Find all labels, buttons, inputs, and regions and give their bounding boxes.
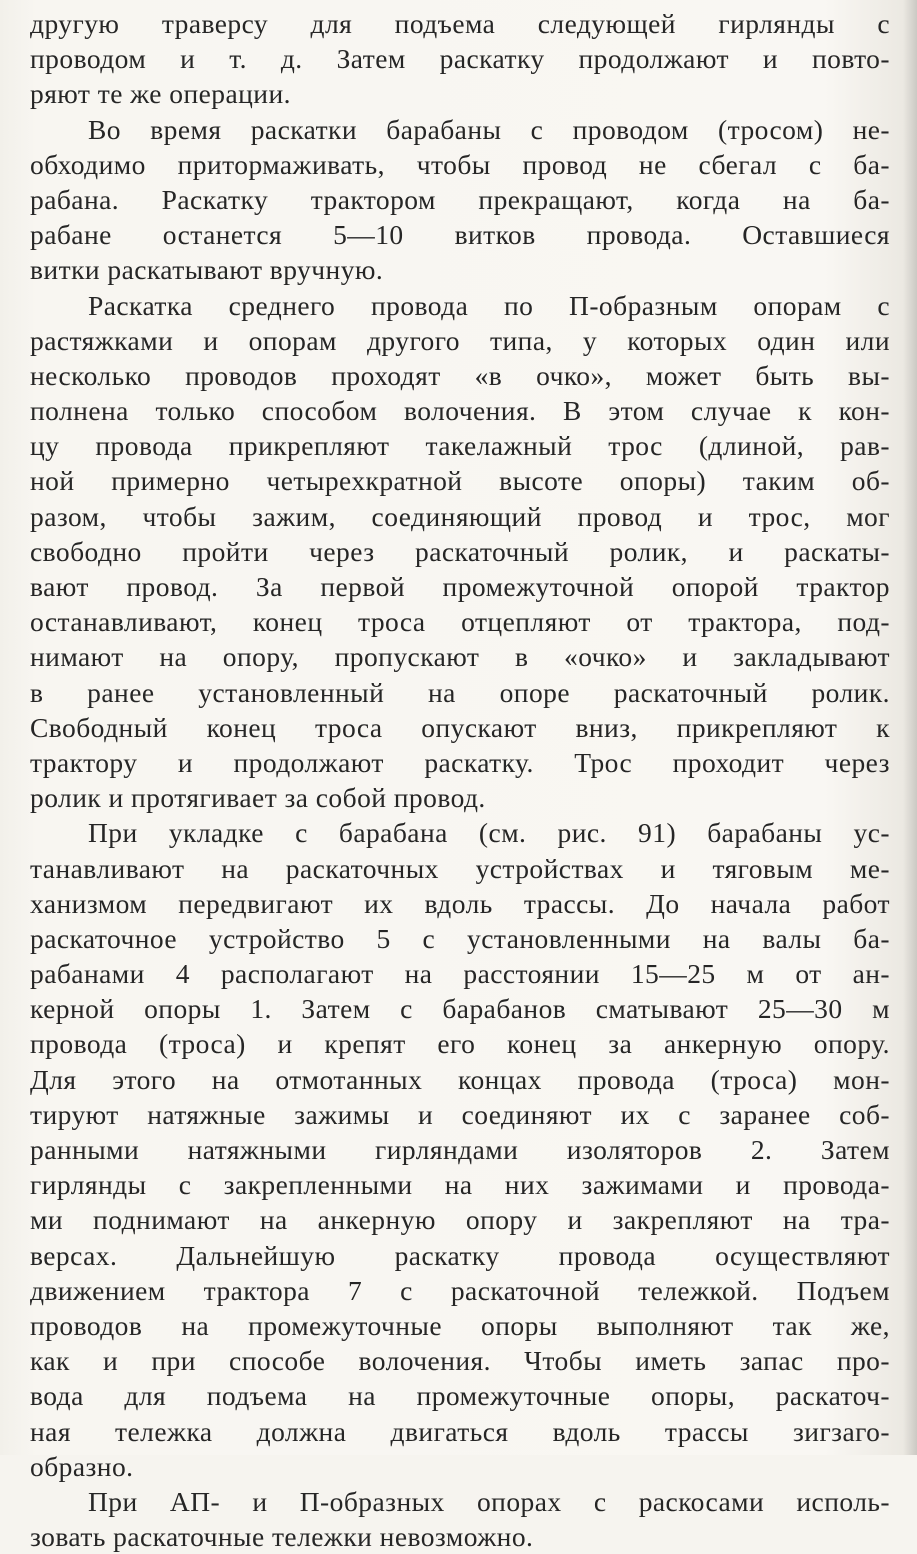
text-line: вают провод. За первой промежуточной опорой трактор [30, 571, 890, 602]
text-line: При АП- и П-образных опорах с раскосами исполь- [88, 1485, 890, 1517]
text-line: ханизмом передвигают их вдоль трассы. До начала работ [30, 887, 890, 919]
text-line: Для этого на отмотанных концах провода (троса) мон- [30, 1063, 890, 1095]
text-line: движением трактора 7 с раскаточной тележкой. Подъем [30, 1274, 890, 1306]
text-line: Свободный конец троса опускают вниз, прикрепляют к [30, 711, 890, 743]
text-line: При укладке с барабана (см. рис. 91) барабаны ус- [88, 817, 890, 849]
text-line: полнена только способом волочения. В этом случае к кон- [30, 395, 890, 427]
text-line: Раскатка среднего провода по П-образным опорам с [88, 289, 890, 321]
paragraph-2 [30, 112, 890, 288]
text-line: зовать раскаточные тележки невозможно. [30, 1521, 534, 1553]
text-line: ролик и протягивает за собой провод. [30, 782, 486, 814]
text-line: другую траверсу для подъема следующей гирлянды с [30, 8, 890, 39]
text-line: рабане останется 5—10 витков провода. Оставшиеся [30, 219, 890, 251]
text-line: ная тележка должна двигаться вдоль трассы зигзаго- [30, 1415, 890, 1447]
paragraph-3 [30, 288, 890, 816]
text-line: обходимо притормаживать, чтобы провод не сбегал с ба- [30, 148, 890, 180]
paragraph-5 [30, 1484, 890, 1554]
text-line: рабана. Раскатку трактором прекращают, когда на ба- [30, 183, 890, 215]
text-line: останавливают, конец троса отцепляют от трактора, под- [30, 606, 890, 638]
text-line: вода для подъема на промежуточные опоры, раскаточ- [30, 1380, 890, 1412]
text-line: рабанами 4 располагают на расстоянии 15—25 м от ан- [30, 958, 890, 990]
text-line: раскаточное устройство 5 с установленными на валы ба- [30, 922, 890, 954]
page-edge-shadow [903, 0, 917, 1455]
text-line: в ранее установленный на опоре раскаточный ролик. [30, 676, 890, 708]
text-line: гирлянды с закрепленными на них зажимами и провода- [30, 1169, 890, 1201]
text-line: версах. Дальнейшую раскатку провода осуществляют [30, 1239, 890, 1271]
text-line: ряют те же операции. [30, 78, 291, 110]
text-line: ранными натяжными гирляндами изоляторов 2. Затем [30, 1134, 890, 1165]
text-line: проводом и т. д. Затем раскатку продолжают и повто- [30, 43, 890, 75]
text-line: нимают на опору, пропускают в «очко» и закладывают [30, 641, 890, 673]
text-line: ми поднимают на анкерную опору и закрепляют на тра- [30, 1204, 890, 1236]
text-line: свободно пройти через раскаточный ролик, и раскаты- [30, 535, 890, 567]
text-line: цу провода прикрепляют такелажный трос (длиной, рав- [30, 430, 890, 462]
text-line: несколько проводов проходят «в очко», может быть вы- [30, 359, 890, 391]
text-line: разом, чтобы зажим, соединяющий провод и трос, мог [30, 500, 890, 532]
text-line: проводов на промежуточные опоры выполняют так же, [30, 1309, 890, 1341]
text-line: керной опоры 1. Затем с барабанов сматывают 25—30 м [30, 993, 890, 1025]
text-line: провода (троса) и крепят его конец за анкерную опору. [30, 1028, 890, 1060]
page-text [30, 6, 890, 1554]
text-line: как и при способе волочения. Чтобы иметь запас про- [30, 1345, 890, 1377]
text-line: трактору и продолжают раскатку. Трос проходит через [30, 746, 890, 778]
paragraph-4 [30, 815, 890, 1484]
text-line: танавливают на раскаточных устройствах и тяговым ме- [30, 852, 890, 884]
text-line: ной примерно четырехкратной высоте опоры) таким об- [30, 465, 890, 497]
paragraph-1 [30, 6, 890, 112]
text-line: растяжками и опорам другого типа, у которых один или [30, 324, 890, 356]
text-line: витки раскатывают вручную. [30, 254, 384, 286]
text-line: тируют натяжные зажимы и соединяют их с заранее соб- [30, 1098, 890, 1130]
text-line: Во время раскатки барабаны с проводом (тросом) не- [88, 113, 890, 145]
text-line: образно. [30, 1450, 134, 1482]
